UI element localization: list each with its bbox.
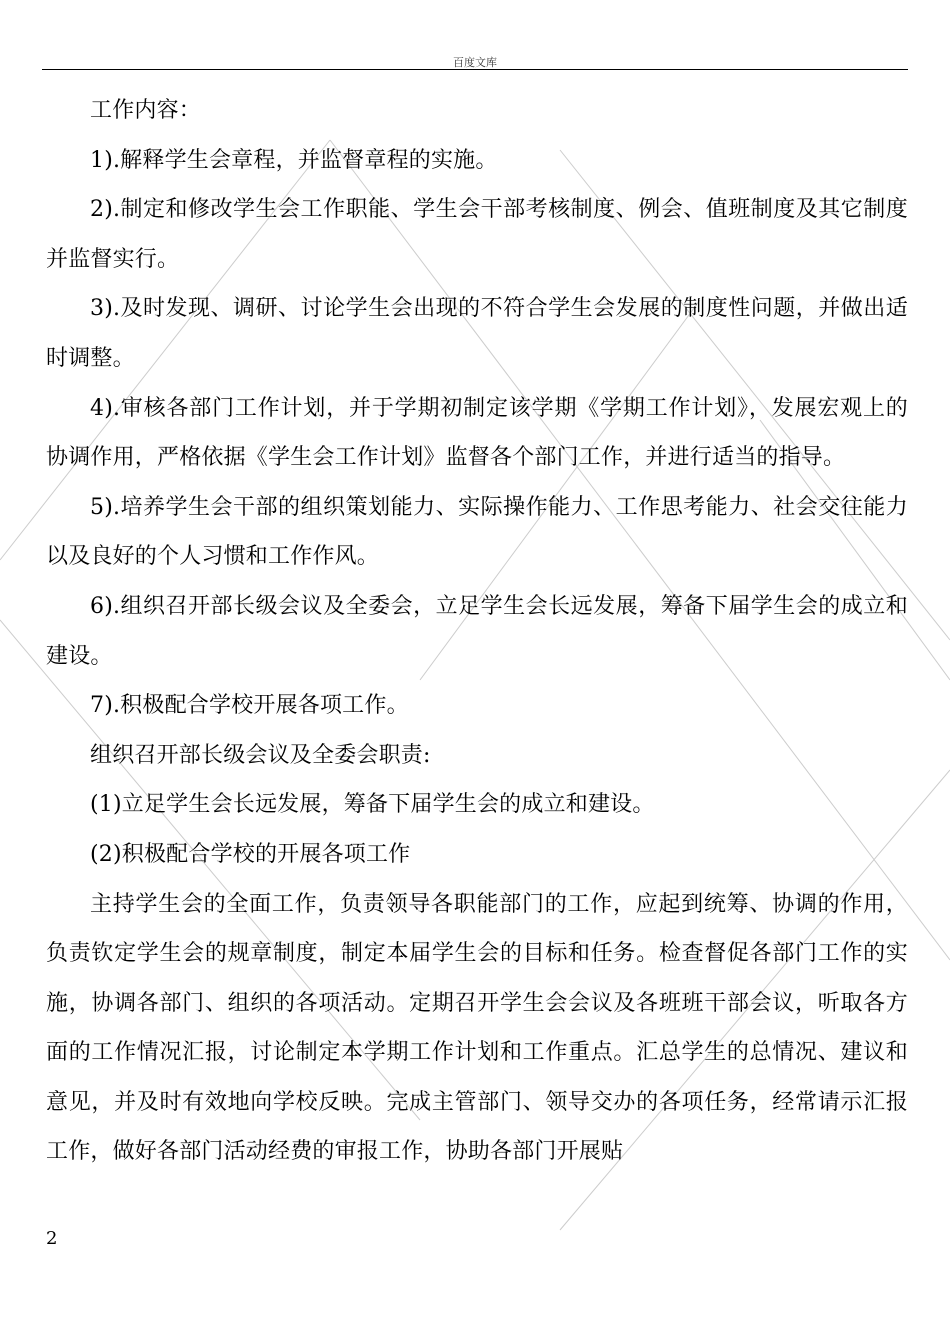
paragraph: 2).制定和修改学生会工作职能、学生会干部考核制度、例会、值班制度及其它制度并监督实行。 xyxy=(46,197,908,272)
paragraph: 7).积极配合学校开展各项工作。 xyxy=(90,693,409,719)
page-header: 百度文库 xyxy=(453,56,497,69)
paragraph: 工作内容： xyxy=(90,98,202,123)
paragraph: 组织召开部长级会议及全委会职责: xyxy=(90,742,431,768)
header-divider xyxy=(42,69,908,70)
paragraph: 1).解释学生会章程，并监督章程的实施。 xyxy=(90,147,498,173)
paragraph: 5).培养学生会干部的组织策划能力、实际操作能力、工作思考能力、社会交往能力以及良好的个人习惯和工作作风。 xyxy=(46,494,908,570)
paragraph: (2)积极配合学校的开展各项工作 xyxy=(90,841,411,867)
paragraph: (1)立足学生会长远发展，筹备下届学生会的成立和建设。 xyxy=(90,792,655,818)
paragraph: 3).及时发现、调研、讨论学生会出现的不符合学生会发展的制度性问题，并做出适时调整。 xyxy=(46,296,908,371)
paragraph: 6).组织召开部长级会议及全委会，立足学生会长远发展，筹备下届学生会的成立和建设。 xyxy=(46,593,908,669)
paragraph: 4).审核各部门工作计划，并于学期初制定该学期《学期工作计划》，发展宏观上的协调作用，严格依据《学生会工作计划》监督各个部门工作，并进行适当的指导。 xyxy=(46,395,908,471)
document-body xyxy=(46,86,908,1177)
paragraph: 主持学生会的全面工作，负责领导各职能部门的工作，应起到统筹、协调的作用，负责钦定学生会的规章制度，制定本届学生会的目标和任务。检查督促各部门工作的实施，协调各部门、组织的各项活动。定期召开学生会会议及各班班干部会议，听取各方面的工作情况汇报，讨论制定本学期工作计划和工作重点。汇总学生的总情况、建议和意见，并及时有效地向学校反映。完成主管部门、领导交办的各项任务，经常请示汇报工作，做好各部门活动经费的审报工作，协助各部门开展贴 xyxy=(46,891,908,1165)
page-number: 2 xyxy=(46,1228,58,1249)
